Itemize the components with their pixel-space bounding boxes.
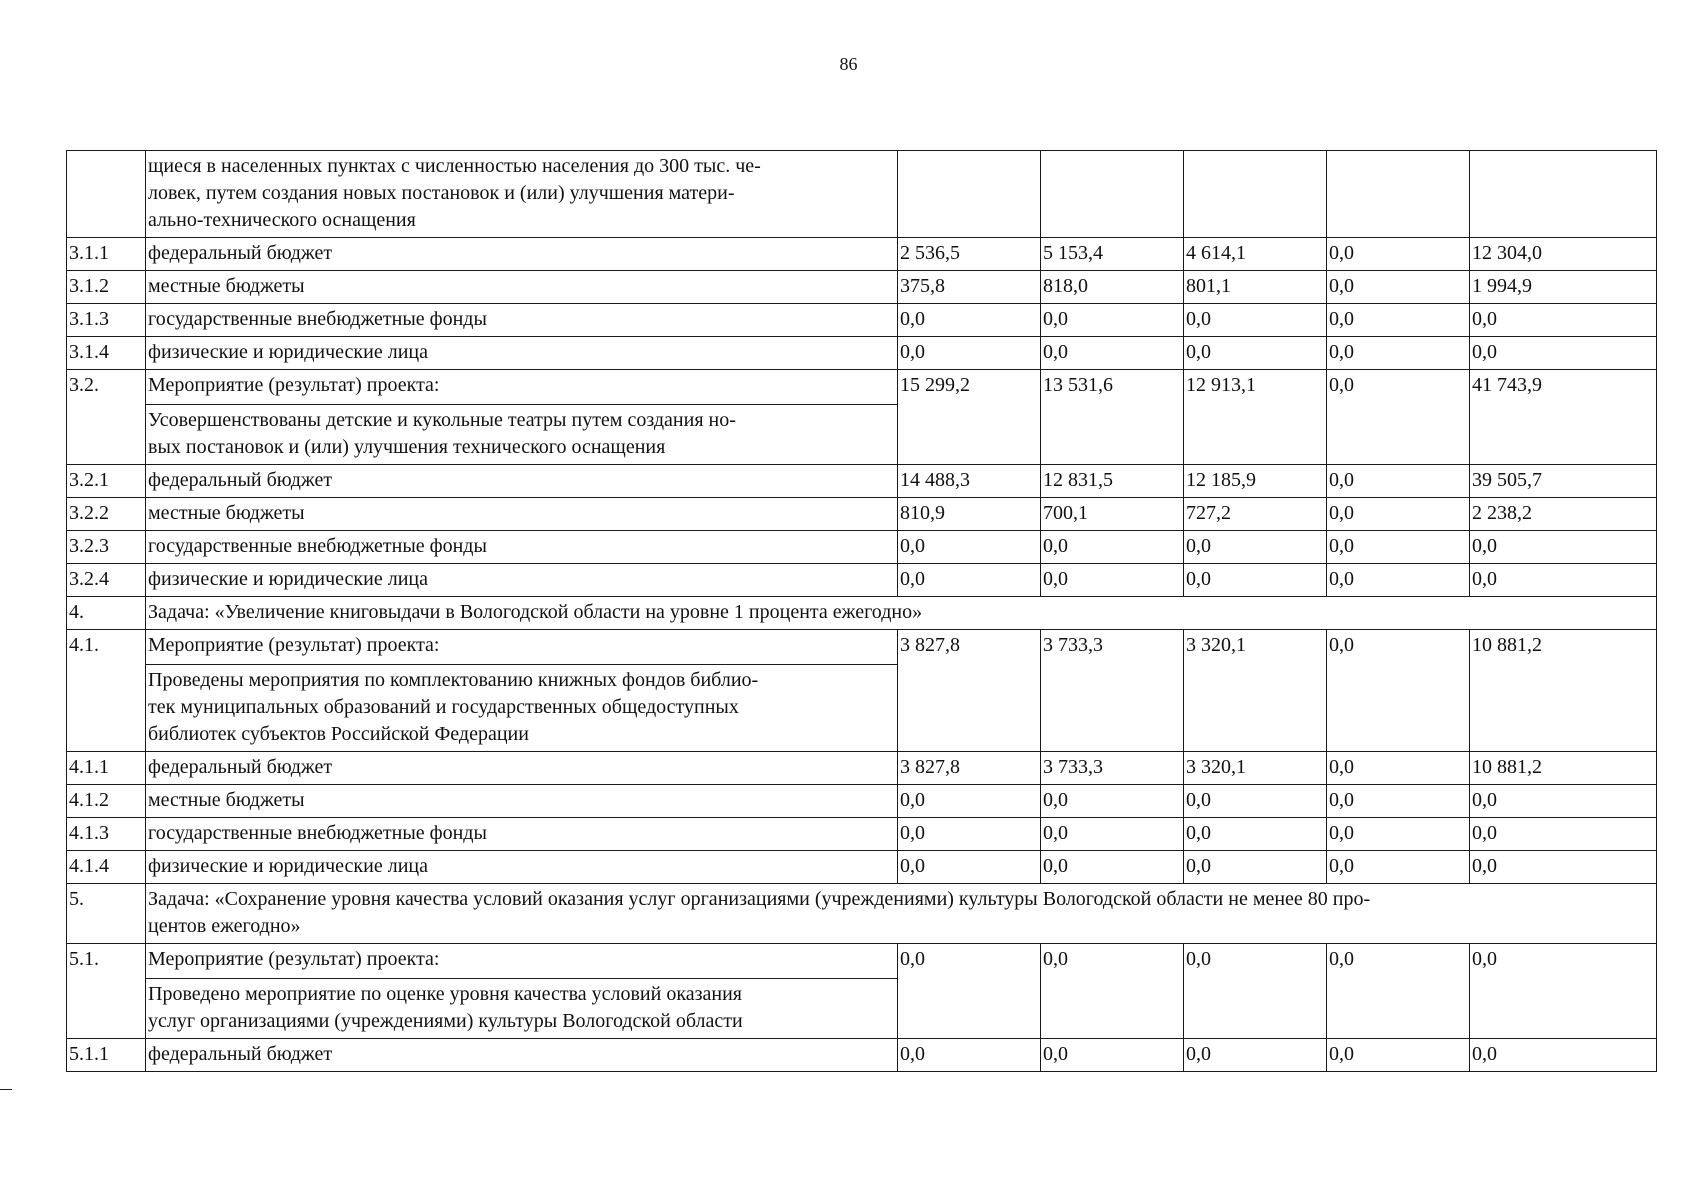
- budget-table: [66, 150, 1657, 1072]
- row-label: государственные внебюджетные фонды: [146, 818, 898, 851]
- row-code: 3.1.4: [67, 337, 146, 370]
- row-code: 4.1.2: [67, 785, 146, 818]
- value-cell: 818,0: [1041, 271, 1184, 304]
- measure-label: Мероприятие (результат) проекта:: [146, 630, 898, 665]
- measure-description: [146, 405, 898, 465]
- value-cell: 0,0: [1470, 531, 1657, 564]
- value-cell: 0,0: [1184, 304, 1327, 337]
- table-row-task: [67, 597, 1657, 630]
- table-row: [67, 564, 1657, 597]
- row-label: федеральный бюджет: [146, 465, 898, 498]
- task-line: центов ежегодно»: [148, 915, 301, 937]
- value-cell: 3 320,1: [1184, 752, 1327, 785]
- value-cell: 12 304,0: [1470, 238, 1657, 271]
- value-cell: 0,0: [1327, 944, 1470, 1039]
- table-row: [67, 271, 1657, 304]
- table-row-measure: [67, 370, 1657, 405]
- row-code: 5.1.1: [67, 1039, 146, 1072]
- table-row: [67, 818, 1657, 851]
- value-cell: 0,0: [1470, 851, 1657, 884]
- value-cell: 0,0: [1327, 304, 1470, 337]
- table-row: [67, 465, 1657, 498]
- value-cell: 0,0: [1041, 531, 1184, 564]
- page-number: 86: [839, 54, 858, 74]
- row-label: местные бюджеты: [146, 498, 898, 531]
- value-cell: 0,0: [1470, 785, 1657, 818]
- value-cell: 0,0: [898, 304, 1041, 337]
- value-cell: 0,0: [1041, 564, 1184, 597]
- value-cell: 0,0: [1327, 498, 1470, 531]
- value-cell: 375,8: [898, 271, 1041, 304]
- row-code: 4.1.3: [67, 818, 146, 851]
- value-cell: 1 994,9: [1470, 271, 1657, 304]
- value-cell: 0,0: [898, 818, 1041, 851]
- value-cell: 12 185,9: [1184, 465, 1327, 498]
- table-row: [67, 752, 1657, 785]
- description-line: вых постановок и (или) улучшения технического оснащения: [148, 436, 666, 458]
- value-cell: 41 743,9: [1470, 370, 1657, 465]
- row-label: физические и юридические лица: [146, 564, 898, 597]
- value-cell: 0,0: [1041, 944, 1184, 1039]
- row-code: 3.1.1: [67, 238, 146, 271]
- value-cell: 0,0: [1041, 304, 1184, 337]
- value-cell: 0,0: [898, 337, 1041, 370]
- value-cell: 0,0: [1184, 564, 1327, 597]
- value-cell: 0,0: [1327, 370, 1470, 465]
- table-row: [67, 238, 1657, 271]
- value-cell: 0,0: [1041, 851, 1184, 884]
- measure-description: [146, 979, 898, 1039]
- table-row: [67, 531, 1657, 564]
- value-cell: 0,0: [1327, 630, 1470, 752]
- text-line: ально-технического оснащения: [148, 209, 416, 231]
- value-cell: 0,0: [1470, 818, 1657, 851]
- row-code: 4.1.1: [67, 752, 146, 785]
- value-cell: 0,0: [1327, 337, 1470, 370]
- description-line: Усовершенствованы детские и кукольные театры путем создания но-: [148, 409, 736, 431]
- table-row-task: [67, 884, 1657, 944]
- value-cell: 0,0: [1184, 785, 1327, 818]
- value-cell: 0,0: [1470, 337, 1657, 370]
- value-cell: 0,0: [898, 1039, 1041, 1072]
- value-cell: 0,0: [1327, 238, 1470, 271]
- value-cell: 0,0: [1041, 337, 1184, 370]
- value-cell: 12 831,5: [1041, 465, 1184, 498]
- table-row: [67, 337, 1657, 370]
- value-cell: 0,0: [1327, 752, 1470, 785]
- value-cell: 0,0: [1327, 785, 1470, 818]
- value-cell: 2 536,5: [898, 238, 1041, 271]
- value-cell: 3 827,8: [898, 630, 1041, 752]
- value-cell: 12 913,1: [1184, 370, 1327, 465]
- value-cell: 0,0: [1184, 851, 1327, 884]
- measure-label: Мероприятие (результат) проекта:: [146, 944, 898, 979]
- value-cell: [898, 151, 1041, 238]
- row-code: 3.2.3: [67, 531, 146, 564]
- row-code: 3.1.3: [67, 304, 146, 337]
- row-code: 4.1.: [67, 630, 146, 752]
- description-line: Проведены мероприятия по комплектованию книжных фондов библио-: [148, 669, 759, 691]
- value-cell: [1041, 151, 1184, 238]
- text-line: ловек, путем создания новых постановок и (или) улучшения матери-: [148, 182, 735, 204]
- value-cell: 0,0: [1470, 944, 1657, 1039]
- value-cell: 0,0: [1470, 564, 1657, 597]
- description-line: библиотек субъектов Российской Федерации: [148, 723, 529, 745]
- table-row-measure: [67, 944, 1657, 979]
- description-line: услуг организациями (учреждениями) культуры Вологодской области: [148, 1010, 743, 1032]
- row-code: 4.1.4: [67, 851, 146, 884]
- value-cell: 14 488,3: [898, 465, 1041, 498]
- value-cell: 0,0: [1184, 337, 1327, 370]
- value-cell: 700,1: [1041, 498, 1184, 531]
- row-code: 5.: [67, 884, 146, 944]
- value-cell: 4 614,1: [1184, 238, 1327, 271]
- row-code: 3.2.2: [67, 498, 146, 531]
- value-cell: 0,0: [1327, 271, 1470, 304]
- row-code: [67, 151, 146, 238]
- value-cell: 3 733,3: [1041, 630, 1184, 752]
- value-cell: 0,0: [898, 851, 1041, 884]
- value-cell: 39 505,7: [1470, 465, 1657, 498]
- row-code: 3.2.: [67, 370, 146, 465]
- value-cell: 3 827,8: [898, 752, 1041, 785]
- text-line: щиеся в населенных пунктах с численностью населения до 300 тыс. че-: [148, 155, 761, 177]
- value-cell: 0,0: [1041, 1039, 1184, 1072]
- value-cell: 3 320,1: [1184, 630, 1327, 752]
- value-cell: 0,0: [1041, 785, 1184, 818]
- value-cell: 15 299,2: [898, 370, 1041, 465]
- value-cell: 0,0: [898, 785, 1041, 818]
- value-cell: 3 733,3: [1041, 752, 1184, 785]
- row-code: 3.2.1: [67, 465, 146, 498]
- row-label: государственные внебюджетные фонды: [146, 304, 898, 337]
- table-row-measure: [67, 630, 1657, 665]
- table-row: [67, 498, 1657, 531]
- value-cell: 0,0: [1184, 818, 1327, 851]
- value-cell: 0,0: [898, 564, 1041, 597]
- value-cell: 0,0: [1184, 944, 1327, 1039]
- value-cell: 2 238,2: [1470, 498, 1657, 531]
- table-row: [67, 1039, 1657, 1072]
- value-cell: 0,0: [1470, 304, 1657, 337]
- measure-description: [146, 665, 898, 752]
- value-cell: 0,0: [898, 944, 1041, 1039]
- row-label: государственные внебюджетные фонды: [146, 531, 898, 564]
- table-row: [67, 851, 1657, 884]
- row-code: 3.1.2: [67, 271, 146, 304]
- value-cell: 0,0: [1327, 465, 1470, 498]
- row-label: физические и юридические лица: [146, 851, 898, 884]
- value-cell: [1470, 151, 1657, 238]
- value-cell: 727,2: [1184, 498, 1327, 531]
- value-cell: 801,1: [1184, 271, 1327, 304]
- task-line: Задача: «Увеличение книговыдачи в Вологодской области на уровне 1 процента ежегодно»: [148, 601, 923, 623]
- description-line: Проведено мероприятие по оценке уровня качества условий оказания: [148, 983, 743, 1005]
- value-cell: 0,0: [1327, 818, 1470, 851]
- description-line: тек муниципальных образований и государственных общедоступных: [148, 696, 739, 718]
- task-text: [146, 597, 1657, 630]
- value-cell: 0,0: [1327, 564, 1470, 597]
- value-cell: 0,0: [1470, 1039, 1657, 1072]
- row-label: местные бюджеты: [146, 271, 898, 304]
- measure-label: Мероприятие (результат) проекта:: [146, 370, 898, 405]
- value-cell: 0,0: [898, 531, 1041, 564]
- row-code: 4.: [67, 597, 146, 630]
- table-row-continuation: [67, 151, 1657, 238]
- value-cell: 0,0: [1327, 531, 1470, 564]
- value-cell: 0,0: [1184, 531, 1327, 564]
- value-cell: 0,0: [1327, 1039, 1470, 1072]
- value-cell: [1184, 151, 1327, 238]
- row-label: федеральный бюджет: [146, 1039, 898, 1072]
- row-label: федеральный бюджет: [146, 238, 898, 271]
- table-row: [67, 304, 1657, 337]
- value-cell: 0,0: [1184, 1039, 1327, 1072]
- row-label: федеральный бюджет: [146, 752, 898, 785]
- value-cell: 13 531,6: [1041, 370, 1184, 465]
- row-label: местные бюджеты: [146, 785, 898, 818]
- continuation-text: [146, 151, 898, 238]
- value-cell: 5 153,4: [1041, 238, 1184, 271]
- task-text: [146, 884, 1657, 944]
- value-cell: 0,0: [1041, 818, 1184, 851]
- row-code: 5.1.: [67, 944, 146, 1039]
- table-row: [67, 785, 1657, 818]
- value-cell: 10 881,2: [1470, 752, 1657, 785]
- margin-tick-mark: [0, 1089, 12, 1090]
- task-line: Задача: «Сохранение уровня качества условий оказания услуг организациями (учреждениями) культуры Вологодской области не менее 80 про-: [148, 888, 1371, 910]
- budget-table-body: [67, 151, 1657, 1072]
- row-code: 3.2.4: [67, 564, 146, 597]
- value-cell: 10 881,2: [1470, 630, 1657, 752]
- value-cell: 0,0: [1327, 851, 1470, 884]
- value-cell: 810,9: [898, 498, 1041, 531]
- value-cell: [1327, 151, 1470, 238]
- row-label: физические и юридические лица: [146, 337, 898, 370]
